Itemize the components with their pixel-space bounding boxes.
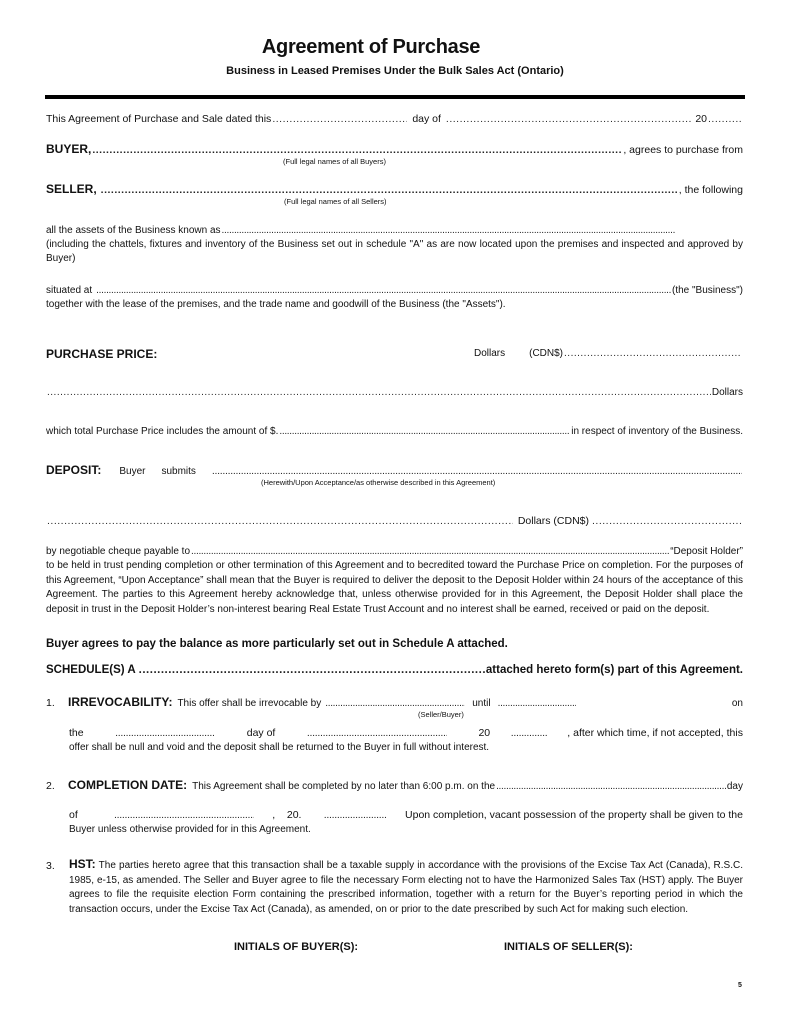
buyer-suffix: , agrees to purchase from: [623, 144, 743, 156]
clause-2-heading: COMPLETION DATE:: [68, 778, 188, 792]
header-rule: [45, 95, 745, 99]
together-text: together with the lease of the premises, and the trade name and goodwill of the Business (the "Assets").: [46, 299, 506, 310]
deposit-amount-line: [46, 515, 743, 527]
clause-2-date-line: [69, 809, 743, 821]
schedule-prefix: SCHEDULE(S) A: [46, 664, 136, 676]
price-cdn-label: (CDN$): [529, 348, 564, 359]
clause-1-on: on: [731, 698, 743, 709]
payable-prefix: by negotiable cheque payable to: [46, 546, 191, 557]
seller-label: SELLER,: [46, 182, 97, 196]
price-words-dollars: Dollars: [711, 387, 743, 398]
completion-month-field[interactable]: [114, 809, 254, 821]
deposit-line: [46, 463, 743, 477]
irrevocable-month-field[interactable]: [307, 727, 447, 739]
clause-1-heading: IRREVOCABILITY:: [68, 695, 173, 709]
clause-1-day-of: day of: [246, 727, 276, 739]
document-title: Agreement of Purchase: [261, 36, 481, 58]
clause-1-text: This offer shall be irrevocable by: [177, 698, 322, 709]
clause-1-line3: offer shall be null and void and the deposit shall be returned to the Buyer in full without interest.: [69, 742, 490, 753]
clause-2-year: , 20.: [272, 809, 302, 821]
irrevocable-year-field[interactable]: [511, 727, 547, 739]
purchase-price-line: [474, 348, 741, 359]
clause-2-number: 2.: [46, 780, 55, 792]
balance-text: Buyer agrees to pay the balance as more particularly set out in Schedule A attached.: [46, 638, 508, 650]
completion-day-field[interactable]: [496, 781, 726, 792]
seller-initials-label: INITIALS OF SELLER(S):: [504, 941, 633, 953]
business-known-as-line: [46, 225, 676, 236]
situated-at-line: [46, 285, 743, 296]
business-name-field[interactable]: [222, 225, 675, 236]
intro-year: 20: [695, 113, 707, 125]
seller-line: [46, 182, 743, 196]
clause-2-day: day: [726, 781, 743, 792]
deposit-submits: submits: [161, 466, 196, 477]
clause-2-line: [68, 778, 743, 792]
clause-1-number: 1.: [46, 697, 55, 709]
seller-suffix: , the following: [678, 184, 743, 196]
schedule-suffix: attached hereto form(s) part of this Agreement.: [485, 664, 743, 676]
buyer-name-field[interactable]: [92, 144, 622, 156]
clause-3-text: The parties hereto agree that this transaction shall be a taxable supply in accordance with the provisions of the Excise Tax Act (Canada), R.S.C. 1985, e-15, as amended. The Seller and Buyer agree to file the necessary Form electing not to have the Harmonized Sales Tax (HST) apply. The Buyer agrees to file the requisite election Form containing the prescribed information, together with a return for the Buyer’s reporting period in which the transaction occurs, under the Excise Tax Act (Canada), as amended, on or prior to the date prescribed by such Act for making such election.: [69, 860, 743, 915]
completion-year-field[interactable]: [324, 809, 386, 821]
clause-1-year: 20: [478, 727, 491, 739]
deposit-holder-field[interactable]: [191, 546, 669, 557]
deposit-words-field[interactable]: [47, 515, 513, 527]
clause-2-text: This Agreement shall be completed by no later than 6:00 p.m. on the: [192, 781, 496, 792]
situated-at-label: situated at: [46, 285, 93, 296]
buyer-caption: (Full legal names of all Buyers): [283, 157, 386, 166]
clause-1-line: [68, 695, 743, 709]
known-as-label: all the assets of the Business known as: [46, 225, 221, 236]
clause-3-heading: HST:: [69, 857, 96, 871]
inventory-line: [46, 426, 743, 437]
page-number: 5: [738, 982, 742, 989]
deposit-body-text: to be held in trust pending completion or other termination of this Agreement and to becredited toward the Purchase Price on completion. For the purposes of this Agreement, “Upon Acceptance” shall mean that the Buyer is required to deliver the deposit to the Deposit Holder within 24 hours of the acceptance of this Agreement. The parties to this Agreement hereby acknowledge that, unless otherwise provided for in this Agreement, the Deposit Holder shall place the deposit in trust in the Deposit Holder’s non-interest bearing Real Estate Trust Account and no interest shall be earned, received or paid on the deposit.: [46, 560, 743, 615]
document-subtitle: Business in Leased Premises Under the Bulk Sales Act (Ontario): [226, 65, 564, 77]
inventory-prefix: which total Purchase Price includes the amount of $.: [46, 426, 279, 437]
intro-day-of: day of: [412, 113, 441, 125]
clause-2-of: of: [69, 809, 78, 821]
buyer-initials-label: INITIALS OF BUYER(S):: [234, 941, 359, 953]
seller-name-field[interactable]: [101, 184, 678, 196]
clause-1-until: until: [472, 698, 491, 709]
seller-caption: (Full legal names of all Sellers): [284, 197, 387, 206]
date-day-field[interactable]: [272, 113, 407, 125]
price-words-field[interactable]: [47, 387, 711, 398]
clause-1-the: the: [69, 727, 84, 739]
business-address-field[interactable]: [96, 285, 671, 296]
deposit-payable-line: [46, 546, 743, 557]
date-month-field[interactable]: [446, 113, 691, 125]
deposit-buyer: Buyer: [119, 466, 146, 477]
schedule-field[interactable]: [139, 664, 485, 676]
intro-prefix: This Agreement of Purchase and Sale dated this: [46, 113, 272, 125]
buyer-label: BUYER,: [46, 142, 92, 156]
price-words-line: [46, 387, 743, 398]
intro-line: [46, 113, 743, 125]
clause-1-suffix: , after which time, if not accepted, this: [567, 727, 743, 739]
deposit-holder-label: “Deposit Holder”: [670, 546, 743, 557]
clause-1-caption: (Seller/Buyer): [418, 710, 464, 719]
deposit-dollars-cdn: Dollars (CDN$): [517, 515, 589, 527]
irrevocable-time-field[interactable]: [498, 698, 576, 709]
inventory-amount-field[interactable]: [279, 426, 570, 437]
deposit-label: DEPOSIT:: [46, 463, 102, 477]
irrevocable-by-field[interactable]: [325, 698, 465, 709]
clause-2-suffix: Upon completion, vacant possession of the property shall be given to the: [405, 809, 743, 821]
clause-1-date-line: [69, 727, 743, 739]
schedule-line: [46, 664, 743, 676]
clause-3-body: [69, 857, 743, 917]
date-year-field[interactable]: [708, 113, 742, 125]
assets-including-text: (including the chattels, fixtures and inventory of the Business set out in schedule "A" as are now located upon the premises and inspected and approved by Buyer): [46, 239, 743, 264]
the-business-label: (the "Business"): [671, 285, 743, 296]
clause-3-number: 3.: [46, 860, 55, 872]
price-amount-field[interactable]: [564, 348, 740, 359]
deposit-amount-field[interactable]: [592, 515, 742, 527]
irrevocable-day-field[interactable]: [115, 727, 215, 739]
price-dollars-label: Dollars: [474, 348, 506, 359]
deposit-timing-field[interactable]: [212, 465, 742, 477]
inventory-suffix: in respect of inventory of the Business.: [571, 426, 743, 437]
clause-2-line3: Buyer unless otherwise provided for in this Agreement.: [69, 824, 311, 835]
purchase-price-label: PURCHASE PRICE:: [46, 347, 158, 361]
buyer-line: [46, 142, 743, 156]
deposit-caption: (Herewith/Upon Acceptance/as otherwise described in this Agreement): [261, 478, 496, 487]
